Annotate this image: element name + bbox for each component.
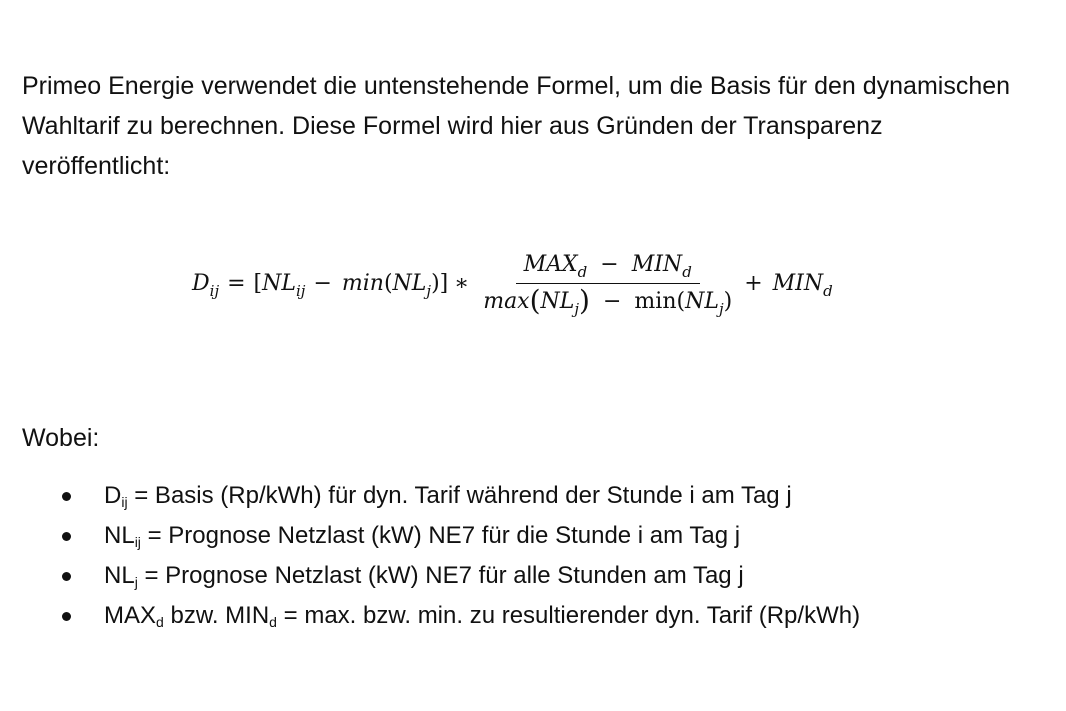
formula-min-d: $MIN_d$ xyxy=(772,270,833,300)
formula-plus: + xyxy=(744,270,763,296)
formula-min-nl-j: $\min(NL_j)$ xyxy=(341,270,440,300)
formula-bracket-close: ] xyxy=(439,270,449,296)
formula-numerator: $MAX_d - MIN_d$ xyxy=(516,252,700,284)
formula-times: ∗ xyxy=(454,270,470,296)
formula-equals: = xyxy=(227,270,246,296)
definition-item-d-ij: $D_{ij}$ = Basis (Rp/kWh) für dyn. Tarif während der Stunde i am Tag j xyxy=(62,477,860,517)
definition-item-nl-ij: $NL_{ij}$ = Prognose Netzlast (kW) NE7 für die Stunde i am Tag j xyxy=(62,517,860,557)
tariff-formula xyxy=(192,252,833,318)
definition-list xyxy=(62,477,860,637)
bullet-icon xyxy=(62,572,71,581)
definition-item-nl-j: $NL_j$ = Prognose Netzlast (kW) NE7 für alle Stunden am Tag j xyxy=(62,557,860,597)
formula-fraction xyxy=(479,252,736,318)
formula-minus: − xyxy=(313,270,332,296)
formula-lhs: $D_{ij}$ xyxy=(192,270,220,300)
bullet-icon xyxy=(62,492,71,501)
definition-item-max-min-d: $MAX_d$ bzw. $MIN_d = \max$. bzw. min. zu resultierender dyn. Tarif (Rp/kWh) xyxy=(62,597,860,637)
formula-denominator: $\max(NL_j) - \min(NL_j)$ xyxy=(483,284,733,318)
bullet-icon xyxy=(62,532,71,541)
wobei-label: Wobei: xyxy=(22,424,100,452)
formula-nl-ij: $NL_{ij}$ xyxy=(262,270,306,300)
intro-paragraph: Primeo Energie verwendet die untenstehende Formel, um die Basis für den dynamischen Wahltarif zu berechnen. Diese Formel wird hier aus Gründen der Transparenz veröffentlicht: xyxy=(22,72,1011,180)
formula-bracket-open: [ xyxy=(253,270,263,296)
bullet-icon xyxy=(62,612,71,621)
